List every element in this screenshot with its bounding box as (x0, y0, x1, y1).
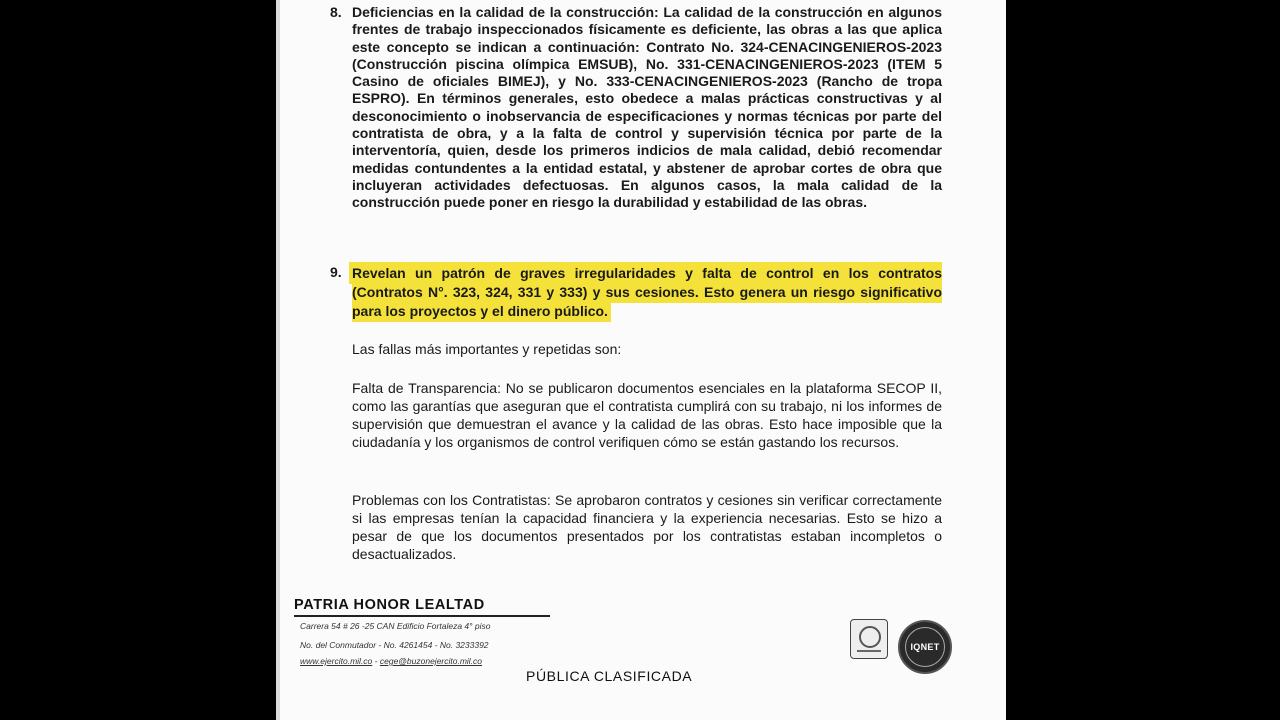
iqnet-certification-icon (898, 620, 952, 674)
footer-motto: PATRIA HONOR LEALTAD (294, 597, 485, 613)
motto-underline (294, 615, 550, 617)
footer-address: Carrera 54 # 26 -25 CAN Edificio Fortaleza 4° piso (300, 621, 491, 631)
item-8-text: Deficiencias en la calidad de la construcción: La calidad de la construcción en algunos frentes de trabajo inspeccionados físicamente es deficiente, las obras a las que aplica este concepto se indican a continuación: Contrato No. 324-CENACINGENIEROS-2023 (Construcción piscina olímpica EMSUB), No. 331-CENACINGENIEROS-2023 (ITEM 5 Casino de oficiales BIMEJ), y No. 333-CENACINGENIEROS-2023 (Rancho de tropa ESPRO). En términos generales, esto obedece a malas prácticas constructivas y al desconocimiento o inobservancia de especificaciones y normas técnicas por parte del contratista de obra, y a la falta de control y supervisión técnica por parte de la interventoría, quien, desde los primeros indicios de mala calidad, debió recomendar medidas contundentes a la entidad estatal, y abstener de aprobar cortes de obra que incluyeran actividades defectuosas. En algunos casos, la mala calidad de la construcción puede poner en riesgo la durabilidad y estabilidad de las obras. (352, 4, 942, 211)
footer-web-link[interactable]: www.ejercito.mil.co (300, 656, 373, 666)
scan-edge (276, 0, 280, 720)
item-9-paragraph-transparency: Falta de Transparencia: No se publicaron documentos esenciales en la plataforma SECOP II, como las garantías que aseguran que el contratista cumplirá con su trabajo, ni los informes de supervisión que demuestran el avance y la calidad de las obras. Esto hace imposible que la ciudadanía y los organismos de control verifiquen cómo se están gastando los recursos. (352, 380, 942, 450)
footer-contacts: www.ejercito.mil.co - cege@buzonejercito.mil.co (300, 656, 483, 666)
footer-phone: No. del Conmutador - No. 4261454 - No. 3233392 (300, 640, 489, 650)
classification-label: PÚBLICA CLASIFICADA (526, 668, 693, 684)
certification-seal-icon (850, 619, 888, 659)
item-9-intro: Las fallas más importantes y repetidas son: (352, 341, 622, 357)
item-9-paragraph-contractors: Problemas con los Contratistas: Se aprobaron contratos y cesiones sin verificar correctamente si las empresas tenían la capacidad financiera y la experiencia necesarias. Esto se hizo a pesar de que los documentos presentados por los contratistas estaban incompletos o desactualizados. (352, 492, 942, 562)
footer-email-link[interactable]: cege@buzonejercito.mil.co (379, 656, 483, 666)
item-9-highlight-block (352, 264, 942, 321)
item-8-number: 8. (330, 4, 342, 20)
item-9-highlighted-text: Revelan un patrón de graves irregularidades y falta de control en los contratos (Contratos N°. 323, 324, 331 y 333) y sus cesiones. Esto genera un riesgo significativo para los proyectos y el dinero público. (352, 265, 942, 319)
item-9-number: 9. (330, 264, 342, 280)
iqnet-label: IQNET (910, 642, 940, 652)
